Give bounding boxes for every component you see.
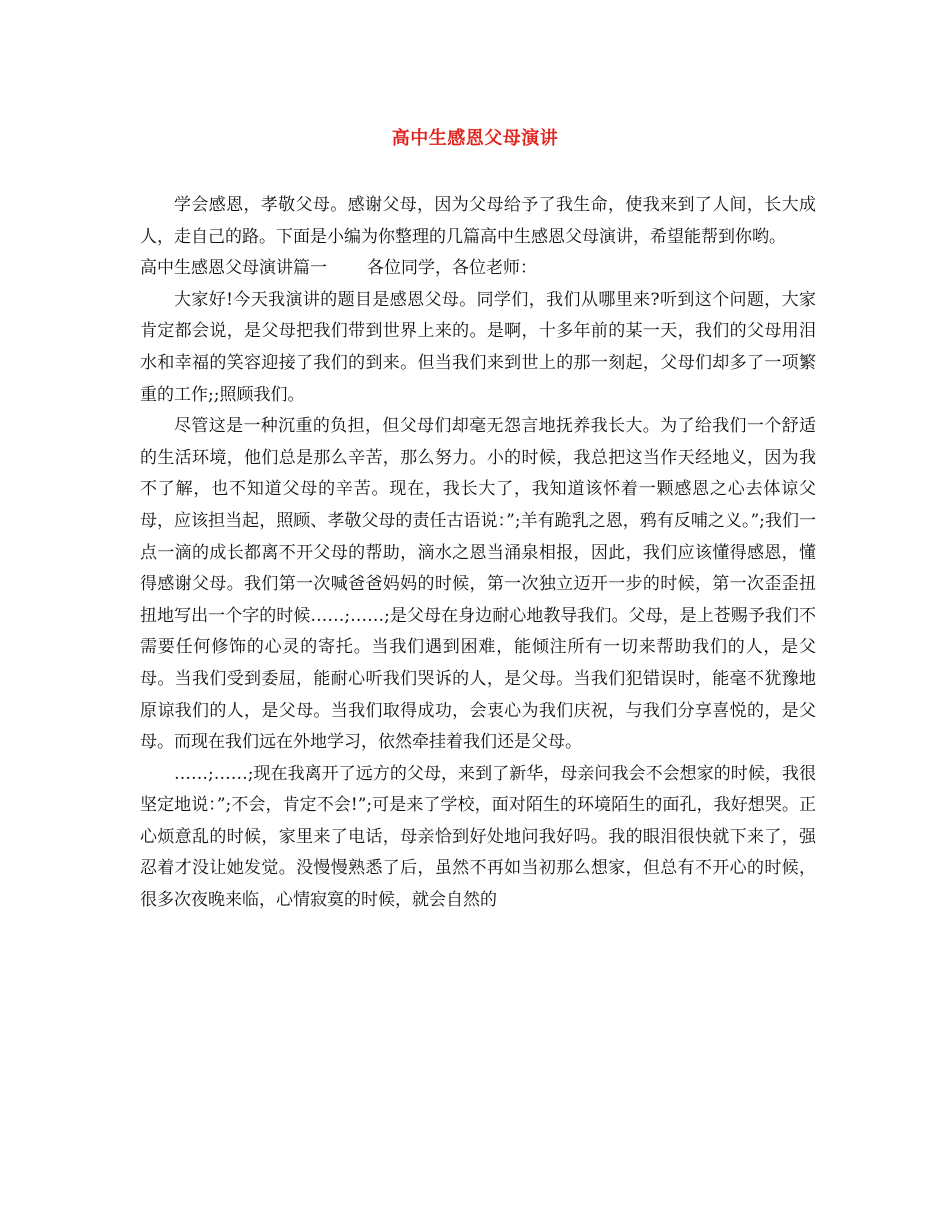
- section-heading: 高中生感恩父母演讲篇一: [140, 258, 327, 279]
- intro-paragraph: 学会感恩，孝敬父母。感谢父母，因为父母给予了我生命，使我来到了人间，长大成人，走自己的路。下面是小编为你整理的几篇高中生感恩父母演讲，希望能帮到你哟。: [140, 195, 816, 247]
- body-paragraph-1: 大家好!今天我演讲的题目是感恩父母。同学们，我们从哪里来?听到这个问题，大家肯定都会说，是父母把我们带到世界上来的。是啊，十多年前的某一天，我们的父母用泪水和幸福的笑容迎接了我们的到来。但当我们来到世上的那一刻起，父母们却多了一项繁重的工作;;照顾我们。: [140, 289, 816, 405]
- document-title: 高中生感恩父母演讲: [391, 128, 559, 149]
- greeting: 各位同学，各位老师：: [367, 258, 537, 279]
- body-paragraph-2: 尽管这是一种沉重的负担，但父母们却毫无怨言地抚养我长大。为了给我们一个舒适的生活环境，他们总是那么辛苦，那么努力。小的时候，我总把这当作天经地义，因为我不了解，也不知道父母的辛苦。现在，我长大了，我知道该怀着一颗感恩之心去体谅父母，应该担当起，照顾、孝敬父母的责任古语说：”;羊有跪乳之恩，鸦有反哺之义。”;我们一点一滴的成长都离不开父母的帮助，滴水之恩当涌泉相报，因此，我们应该懂得感恩，懂得感谢父母。我们第一次喊爸爸妈妈的时候，第一次独立迈开一步的时候，第一次歪歪扭扭地写出一个字的时候……;……;是父母在身边耐心地教导我们。父母，是上苍赐予我们不需要任何修饰的心灵的寄托。当我们遇到困难，能倾注所有一切来帮助我们的人，是父母。当我们受到委屈，能耐心听我们哭诉的人，是父母。当我们犯错误时，能毫不犹豫地原谅我们的人，是父母。当我们取得成功，会衷心为我们庆祝，与我们分享喜悦的，是父母。而现在我们远在外地学习，依然牵挂着我们还是父母。: [140, 416, 816, 753]
- section-heading-line: [140, 253, 816, 285]
- body-paragraph-3: ……;……;现在我离开了远方的父母，来到了新华，母亲问我会不会想家的时候，我很坚定地说：”;不会，肯定不会!”;可是来了学校，面对陌生的环境陌生的面孔，我好想哭。正心烦意乱的时候，家里来了电话，母亲恰到好处地问我好吗。我的眼泪很快就下来了，强忍着才没让她发觉。没慢慢熟悉了后，虽然不再如当初那么想家，但总有不开心的时候，很多次夜晚来临，心情寂寞的时候，就会自然的: [140, 763, 816, 911]
- document-body: [140, 190, 816, 917]
